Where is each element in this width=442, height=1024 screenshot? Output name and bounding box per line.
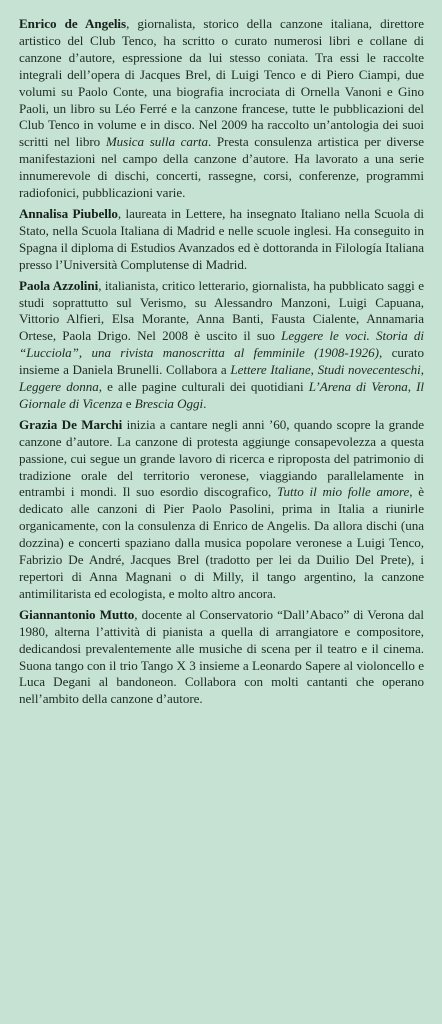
bio-text: , <box>310 362 318 378</box>
bio-text: inizia a cantare negli anni ’60, quando scopre la grande canzone d’autore. La canzone di protesta aggiunge consapevolezza a questa passione, cui segue un grande lavoro di ricerca e riproposta del patrimonio di tradizione orale del territorio veronese, viaggiando parallelamente in entrambi i mondi. Il suo esordio discografico, <box>19 416 424 500</box>
bio-text: , giornalista, storico della canzone italiana, direttore artistico del Club Tenco, ha scritto o curato numerosi libri e collane di canzone d’autore, espressione da lui stesso coniata. Tra essi le raccolte integrali dell’opera di Jacques Brel, di Luigi Tenco e di Piero Ciampi, due volumi su Paolo Conte, una biografia incrociata di Ornella Vanoni e Gino Paoli, un libro su Léo Ferré e la canzone francese, tutte le pubblicazioni del Club Tenco in volume e in disco. Nel 2009 ha raccolto un’antologia dei suoi scritti nel libro <box>19 16 424 150</box>
bio-italic-title: Il Giornale di Vicenza <box>19 379 424 411</box>
bio-name: Enrico de Angelis <box>19 16 127 31</box>
bio-italic-title: Musica sulla carta <box>105 134 209 150</box>
bio-text: . Presta consulenza artistica per diverse manifestazioni nel campo della canzone d’autore. Ha lavorato a una serie innumerevole di dischi, concerti, rassegne, corsi, conferenze, programmi radiofonici, pubblicazioni varie. <box>19 134 424 201</box>
bio-name: Paola Azzolini <box>19 277 99 293</box>
bio-annalisa-piubello <box>19 206 424 274</box>
bio-italic-title: L’Arena di Verona <box>308 379 408 395</box>
bio-text: , italianista, critico letterario, giornalista, ha pubblicato saggi e studi soprattutto sul Verismo, su Alessandro Manzoni, Luigi Capuana, Vittorio Alfieri, Elsa Morante, Anna Banti, Fausta Cialente, Annamaria Ortese, Paola Drigo. Nel 2008 è uscito il suo <box>19 277 424 344</box>
bio-enrico-de-angelis <box>19 16 424 202</box>
bio-text: , laureata in Lettere, ha insegnato Italiano nella Scuola di Stato, nella Scuola Italiana di Madrid e nelle scuole inglesi. Ha conseguito in Spagna il diploma di Estudios Avanzados ed è dottoranda in Filología Italiana presso l’Università Complutense di Madrid. <box>19 205 424 272</box>
bio-name: Annalisa Piubello <box>19 205 118 221</box>
bio-italic-title: Brescia Oggi <box>134 395 204 411</box>
bio-text: , curato insieme a Daniela Brunelli. Collabora a <box>19 345 424 378</box>
bio-name: Giannantonio Mutto <box>19 606 135 622</box>
bio-text: e <box>122 395 135 411</box>
bio-italic-title: Leggere donna <box>19 379 99 395</box>
bio-text: . <box>203 395 207 411</box>
bio-text: , <box>420 362 424 378</box>
bio-text: , docente al Conservatorio “Dall’Abaco” di Verona dal 1980, alterna l’attività di pianista a quella di arrangiatore e compositore, dedicandosi prevalentemente alle musiche di scena per il teatro e il cinema. Suona tango con il trio Tango X 3 insieme a Leonardo Sapere al violoncello e Luca Degani al bandoneon. Collabora con molti cantanti che operano nell’ambito della canzone d’autore. <box>19 606 424 707</box>
bio-text: , è dedicato alle canzoni di Pier Paolo Pasolini, prima in Italia a riunirle organicamente, con la consulenza di Enrico de Angelis. Da allora dischi (una dozzina) e concerti spaziano dalla musica popolare veronese a Luigi Tenco, Fabrizio De André, Jacques Brel (tradotto per lei da Duilio Del Prete), i repertori di Anna Magnani o di Milly, il tango argentino, la canzone antimilitarista ed ecologista, e molto altro ancora. <box>19 484 424 601</box>
bio-grazia-de-marchi <box>19 417 424 603</box>
bio-text: , e alle pagine culturali dei quotidiani <box>98 379 309 395</box>
bio-paola-azzolini <box>19 278 424 413</box>
bio-giannantonio-mutto <box>19 607 424 708</box>
bio-italic-title: Studi novecenteschi <box>317 362 421 378</box>
bio-name: Grazia De Marchi <box>19 416 123 432</box>
bio-italic-title: Lettere Italiane <box>230 362 311 378</box>
bio-italic-title: Leggere le voci. Storia di “Lucciola”, una rivista manoscritta al femminile (1908-1926) <box>19 328 424 361</box>
bio-text: , <box>407 379 417 395</box>
bio-italic-title: Tutto il mio folle amore <box>277 484 410 500</box>
